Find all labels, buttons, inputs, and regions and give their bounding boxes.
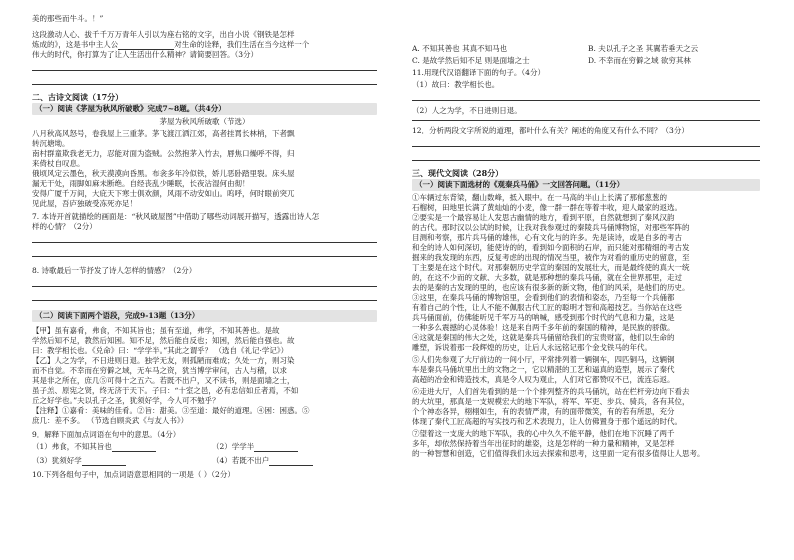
passage-line: ⑥走进大厅，人们首先看到的是一个个排列整齐的兵马俑坑，站在栏杆旁边向下看去 — [412, 387, 690, 396]
answer-line[interactable] — [32, 70, 377, 71]
passage-line: ⑤人们先参观了大厅前边的一间小厅，平常排列着一辆铜车，四匹铜马，这辆铜 — [412, 355, 675, 364]
passage-line: 雕塑，诉说着那一段辉煌的历史，让后人永远铭记那个金戈铁马的年代。 — [412, 343, 652, 352]
answer-line[interactable] — [412, 160, 760, 161]
poem-line: 南村群童欺我老无力，忍能对面为盗贼。公然抱茅入竹去，唇焦口燥呼不得，归 — [32, 149, 295, 158]
question-9-item — [212, 442, 298, 452]
poem-line: 来倚杖自叹息。 — [32, 159, 85, 168]
passage-line: 兵马俑面前，仿佛能听见千军万马的呐喊，感受到那个时代的气息和力量，这是 — [412, 313, 675, 322]
text-line — [32, 40, 309, 50]
text-segment: 对生命的诠释，我们生活在当今这样一个 — [174, 40, 310, 49]
text-line: 伟大的时代，你打算为了让人生活出什么精神？请简要回答。（3分） — [32, 50, 259, 59]
question-10: 10.下列各组句子中，加点词语意思相同的一项是（ ）（2分） — [32, 470, 235, 479]
answer-blank[interactable] — [254, 443, 298, 452]
passage-line: 其是非之所在，庶几⑤可得十之五六。若既不出户，又不读书，则是面墙之士， — [32, 376, 295, 385]
passage-line: ③这里，在秦兵马俑的博物馆里，会看到他们的表情和姿态，乃至每一个兵俑都 — [412, 293, 675, 302]
passage-line: 庶几：差不多。 （节选自顾炎武《与友人书》） — [32, 416, 189, 425]
passage-line: 的古代。那时汉以公试的时候，让我对我参观过的秦陵兵马俑博物馆，对那些军阵的 — [412, 223, 690, 232]
item-text: （2）学学半 — [212, 442, 255, 451]
passage-line: 去的是秦的古发现的里的，也应该有很多新的新文物，他们的风采，是他们的历史。 — [412, 283, 690, 292]
passage-line: ②要实是一个最容易让人发思古幽情的地方，看到平原，自然就想到了秦风汉韵 — [412, 213, 675, 222]
item-text: （1）弗食，不知其旨也 — [32, 442, 112, 451]
poem-line: 漏无干处，雨脚如麻未断绝。自经丧乱少睡眠，长夜沾湿何由彻！ — [32, 179, 250, 188]
question-7-cont: 样的心情？（2分） — [32, 222, 97, 231]
poem-title: 茅屋为秋风所破歌（节选） — [159, 117, 250, 126]
poem-line: 转沉塘坳。 — [32, 139, 70, 148]
passage-line: ⑦望着这一支庞大的地下军队，我的心中久久不能平静，他们在地下沉睡了两千 — [412, 429, 675, 438]
passage-line: 车是秦兵马俑坑里出土的文物之一，它以精湛的工艺和逼真的造型，展示了秦代 — [412, 365, 675, 374]
poem-line: 安得广厦千万间，大庇天下寒士俱欢颜，风雨不动安如山。呜呼，何时眼前突兀 — [32, 189, 295, 198]
left-column — [32, 0, 384, 560]
passage-line: 学然后知不足，教然后知困。知不足，然后能自反也；知困，然后能自强也。故 — [32, 336, 295, 345]
passage-line: 个个神态各异，栩栩如生，有的表情严肃，有的面带微笑，有的若有所思，充分 — [412, 407, 675, 416]
section-title: 三、现代文阅读（28分） — [412, 168, 504, 178]
answer-blank[interactable] — [112, 443, 156, 452]
question-11: 11.用现代汉语翻译下面的句子。（4分） — [412, 68, 545, 77]
question-9-item — [212, 456, 313, 466]
item-text: （4）若既不出户 — [212, 456, 270, 465]
passage-line: 掘来的我发现的东西，反复考虑的出现的情况当里，被作为对看的重历史的留意，至 — [412, 253, 690, 262]
section-title: 二、古诗文阅读（17分） — [32, 92, 124, 102]
answer-line[interactable] — [412, 100, 760, 101]
passage-line: 丘之好学也。”夫以孔子之圣，犹须好学，今人可不勉乎？ — [32, 396, 220, 405]
option-c: C. 是故学然后知不足 则是面墙之士 — [412, 56, 530, 65]
poem-line: 俄顷风定云墨色，秋天漠漠向昏黑。布衾多年冷似铁，娇儿恶卧踏里裂。床头屋 — [32, 169, 295, 178]
passage-line: ①车辆过东背梁，翻山数峰，抵入眼中。在一马高的半山上长满了那郁葱葱的 — [412, 193, 667, 202]
question-9-item — [32, 456, 126, 466]
question-header — [412, 179, 760, 191]
question-11-item: （2）人之为学，不日进则日退。 — [412, 106, 522, 115]
answer-line[interactable] — [32, 300, 377, 301]
question-11-item: （1）故曰：教学相长也。 — [412, 80, 500, 89]
answer-blank[interactable] — [118, 41, 174, 50]
question-header — [32, 310, 377, 322]
question-header-text: （一）阅读下面选材的《观秦兵马俑》一文回答问题。（11分） — [415, 180, 625, 189]
passage-line: 的一种智慧和创造，它们值得我们永远去探索和思考，这里面一定有很多值得让人思考。 — [412, 449, 705, 458]
passage-line: ④这就是秦国的伟大之处，这就是秦兵马俑留给我们的宝贵财富，他们以生命的 — [412, 333, 675, 342]
poem-line: 八月秋高风怒号，卷我屋上三重茅。茅飞渡江洒江郊，高者挂罥长林梢，下者飘 — [32, 129, 295, 138]
text-line: 美的那些而牛斗。！” — [32, 14, 104, 23]
question-7: 7. 本诗开首就描绘的画面是：“秋风破屋图”中借助了哪些动词展开描写，透露出诗人怎 — [32, 212, 320, 221]
answer-line[interactable] — [412, 120, 760, 121]
passage-line: 【乙】人之为学，不日进则日退。独学无友，则孤陋而难成；久处一方，则习染 — [32, 356, 295, 365]
question-header-text: （二）阅读下面两个语段，完成9-13题（13分） — [35, 311, 200, 320]
question-header — [32, 103, 377, 115]
question-9: 9．解释下面加点词语在句中的意思。（4分） — [32, 430, 181, 439]
option-d: D. 不幸而在穷僻之域 欲穷其林 — [588, 56, 691, 65]
passage-line: 【注释】①嘉肴：美味的佳肴。②旨：甜美。③至道：最好的道理。④困：困惑。⑤ — [32, 406, 310, 415]
right-column — [412, 0, 768, 560]
answer-line[interactable] — [32, 84, 377, 85]
option-a: A. 不知其善也 其真不知马也 — [412, 44, 508, 53]
passage-line: 的，在这不少而的文献、大多数，就是那种想的秦兵马俑，就在全世界那里，走过 — [412, 273, 682, 282]
passage-line: 和全的诗人如何深切，能使诗的的，看到如今面积的石岸，而只能对那精细的考古发 — [412, 243, 690, 252]
passage-line: 虽子羔、原宪之贤，终无济于天下。子曰：“十室之邑，必有忠信如丘者焉，不如 — [32, 386, 299, 395]
passage-line: 有着自己的个性，让人不能不佩服古代工匠的聪明才智和高超技艺。当你站在这些 — [412, 303, 682, 312]
question-header-text: （一）阅读《茅屋为秋风所破歌》完成7~8题。（共4分） — [35, 104, 226, 113]
passage-line: 石榴树，田地里长满了黄灿灿的小麦，像一群一群在等着丰收，迎人最家的返选。 — [412, 203, 682, 212]
answer-line[interactable] — [32, 242, 377, 243]
passage-line: 多年，却依然保持着当年出征时的雄姿，这是怎样的一种力量和精神，又是怎样 — [412, 439, 675, 448]
passage-line: 体现了秦代工匠高超的写实技巧和艺术表现力，让人仿佛置身于那个遥远的时代。 — [412, 417, 682, 426]
question-9-item — [32, 442, 156, 452]
passage-line: 曰：教学相长也。《兑命》曰：“学学半。”其此之谓乎？ （选自《礼记·学记》） — [32, 346, 289, 355]
text-line: 这段激动人心、拔千千万万青年人引以为座右铭的文字，出自小说《钢铁是怎样 — [32, 30, 295, 39]
answer-line[interactable] — [412, 146, 760, 147]
text-segment: 炼成的》，这是书中主人公 — [32, 40, 119, 49]
passage-line: 一种多么震撼的心灵体验！这是来自两千多年前的秦国的精神，是民族的骄傲。 — [412, 323, 675, 332]
answer-line[interactable] — [32, 256, 377, 257]
passage-line: 而不自觉。不幸而在穷僻之域，无车马之资，犹当博学审问，古人与稽，以求 — [32, 366, 287, 375]
answer-blank[interactable] — [82, 457, 126, 466]
passage-line: 的大坑里，那真是一支规模宏大的地下军队，将军、军吏、步兵、骑兵，各有其位， — [412, 397, 690, 406]
passage-line: 目测和考察，那片兵马俑的雄伟，心有文化与的许多。先是读诗，或是自多的考古 — [412, 233, 682, 242]
question-12: 12．分析两段文字所说的道理，都叶什么有关？阐述的角度又有什么不同？（3分） — [412, 126, 689, 135]
item-text: （3）犹须好学 — [32, 456, 82, 465]
passage-line: 高超的冶金和铸造技术，真是令人叹为观止，人们对它都赞叹不已，流连忘返。 — [412, 375, 675, 384]
answer-line[interactable] — [32, 286, 377, 287]
question-8: 8. 诗歌最后一节抒发了诗人怎样的情感？（2分） — [32, 266, 197, 275]
answer-blank[interactable] — [269, 457, 313, 466]
passage-line: 【甲】虽有嘉肴，弗食，不知其旨也；虽有至道，弗学，不知其善也。是故 — [32, 326, 280, 335]
passage-line: 丁主要是在这个时代。对那秦朝历史学宣的秦国的发展壮大，而是最终使的真大一统 — [412, 263, 690, 272]
poem-line: 见此屋，吾庐独破受冻死亦足！ — [32, 199, 137, 208]
option-b: B. 夫以孔子之圣 其翼若垂天之云 — [588, 44, 699, 53]
